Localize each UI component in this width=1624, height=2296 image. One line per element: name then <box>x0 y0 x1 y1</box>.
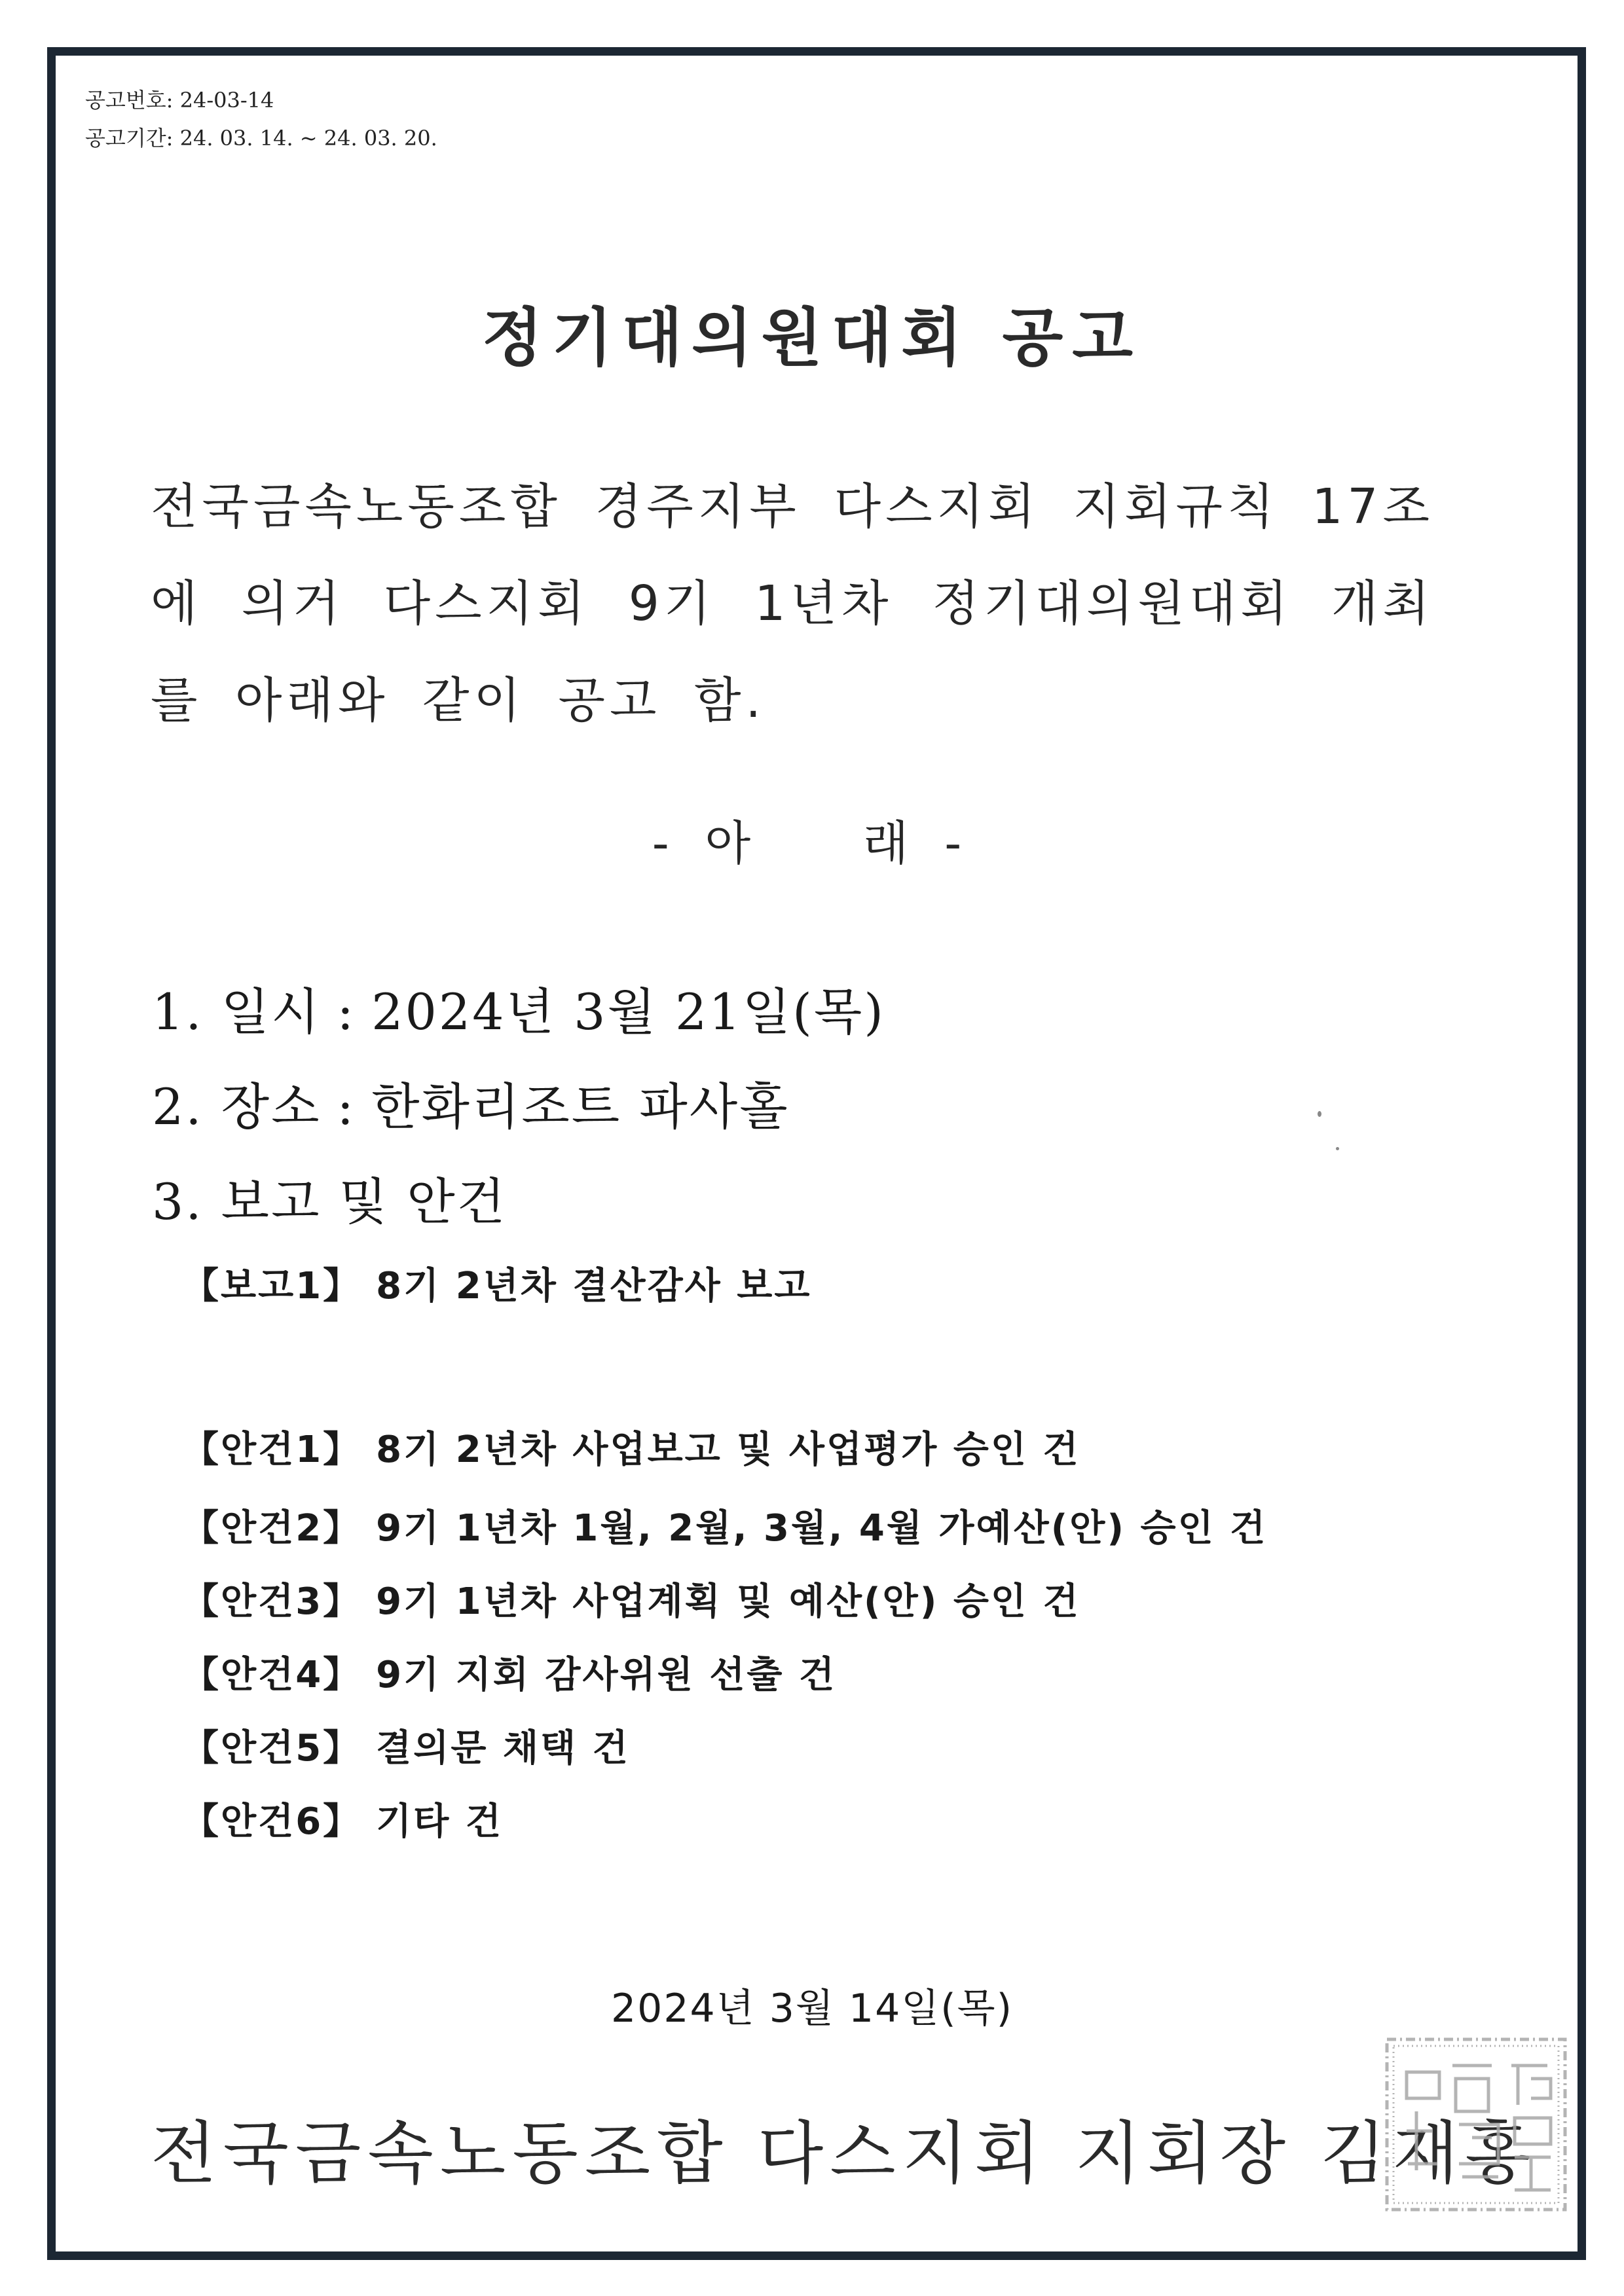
agenda-tag: 【안건2】 <box>182 1507 362 1550</box>
agenda-tag: 【안건3】 <box>182 1580 362 1623</box>
notice-number: 공고번호: 24-03-14 <box>85 88 274 113</box>
agenda-item <box>182 1719 630 1772</box>
agenda-text: 9기 1년차 사업계획 및 예산(안) 승인 건 <box>376 1580 1080 1623</box>
section-divider-label: - 아 래 - <box>652 816 972 871</box>
item-separator: : <box>337 1078 356 1136</box>
intro-paragraph: 전국금속노동조합 경주지부 다스지회 지회규칙 17조에 의거 다스지회 9기 1년차 정기대의원대회 개최를 아래와 같이 공고 함. <box>151 479 1434 729</box>
agenda-tag: 【안건4】 <box>182 1654 362 1696</box>
agenda-tag: 【안건1】 <box>182 1429 362 1471</box>
page-border <box>47 47 1586 2260</box>
item-value: 한화리조트 파사홀 <box>371 1078 790 1136</box>
agenda-tag: 【안건6】 <box>182 1800 362 1843</box>
agenda-text: 결의문 채택 건 <box>376 1727 630 1770</box>
item-datetime <box>152 972 885 1044</box>
agenda-text: 8기 2년차 결산감사 보고 <box>376 1265 812 1307</box>
agenda-tag: 【안건5】 <box>182 1727 362 1770</box>
agenda-item <box>182 1499 1267 1552</box>
agenda-text: 기타 건 <box>376 1800 503 1843</box>
agenda-item <box>182 1421 1080 1473</box>
agenda-text: 8기 2년차 사업보고 및 사업평가 승인 건 <box>376 1429 1080 1471</box>
item-label: 2. 장소 <box>152 1078 322 1136</box>
scan-speck <box>1318 1111 1321 1117</box>
agenda-item <box>182 1793 503 1845</box>
issue-date: 2024년 3월 14일(목) <box>610 1986 1014 2032</box>
agenda-item <box>182 1646 836 1698</box>
item-label: 3. 보고 및 안건 <box>152 1173 507 1231</box>
item-value: 2024년 3월 21일(목) <box>371 983 885 1041</box>
agenda-item <box>182 1573 1080 1625</box>
item-label: 1. 일시 <box>152 983 322 1041</box>
agenda-text: 9기 1년차 1월, 2월, 3월, 4월 가예산(안) 승인 건 <box>376 1507 1268 1550</box>
agenda-tag: 【보고1】 <box>182 1265 362 1307</box>
item-separator: : <box>337 983 356 1041</box>
agenda-item <box>182 1257 811 1309</box>
official-seal-stamp <box>1380 2033 1572 2216</box>
agenda-text: 9기 지회 감사위원 선출 건 <box>376 1654 837 1696</box>
page-title: 정기대의원대회 공고 <box>481 301 1143 374</box>
signer-line: 전국금속노동조합 다스지회 지회장 김재홍 <box>151 2113 1538 2193</box>
scan-speck <box>1336 1147 1339 1150</box>
item-location <box>152 1067 790 1139</box>
notice-period: 공고기간: 24. 03. 14. ~ 24. 03. 20. <box>85 126 437 151</box>
item-agenda-heading <box>152 1162 507 1233</box>
